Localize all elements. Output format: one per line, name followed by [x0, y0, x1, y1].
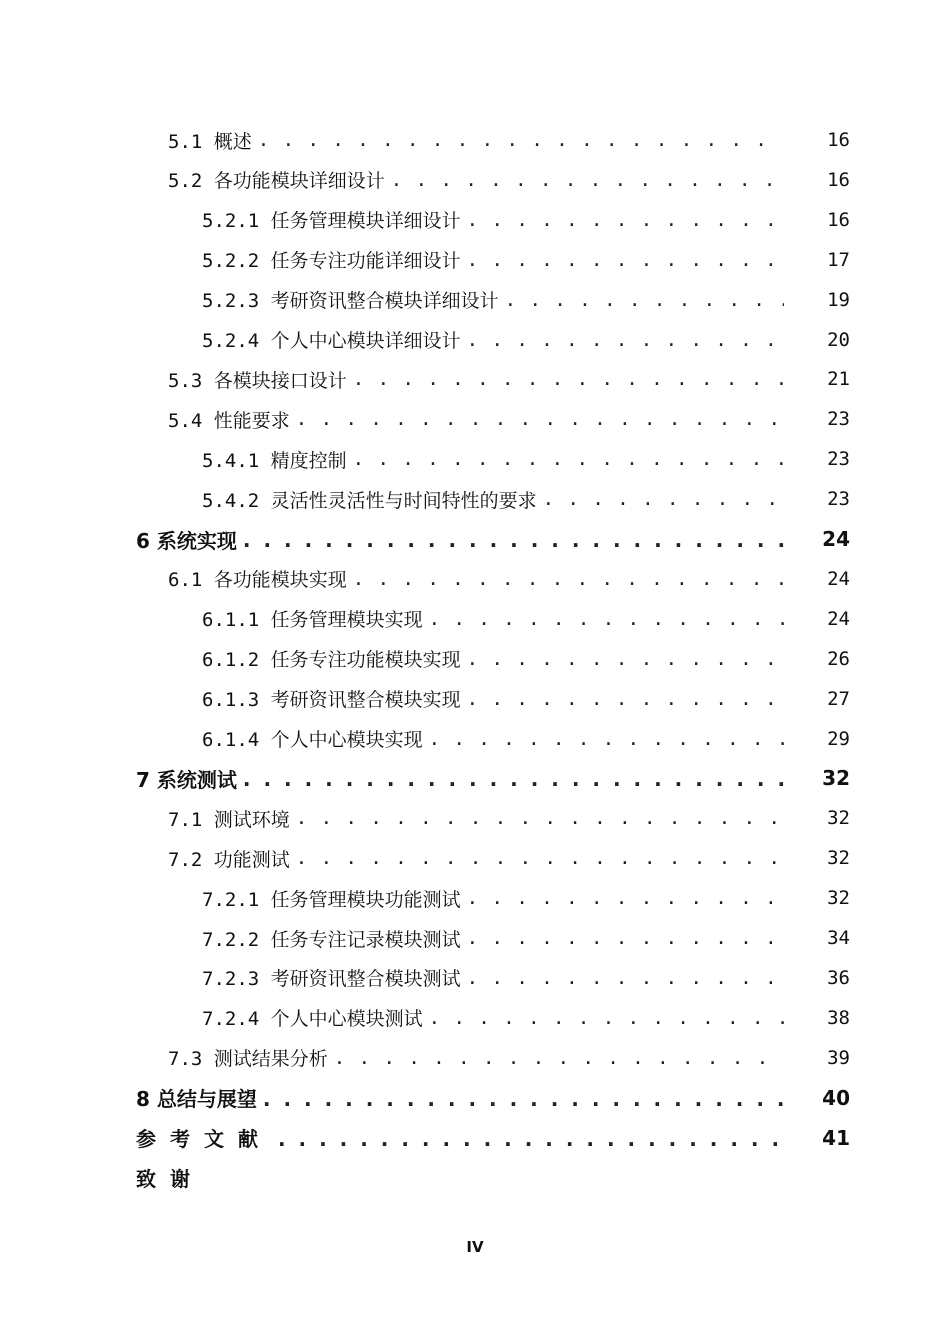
toc-entry-title: 5.4.2 灵活性灵活性与时间特性的要求 [0, 486, 543, 513]
dot-leader [243, 767, 784, 789]
dot-leader [429, 608, 784, 630]
toc-entry-page: 41 [822, 1125, 850, 1150]
toc-entry-title: 6.1.2 任务专注功能模块实现 [0, 645, 467, 672]
dot-leader [467, 648, 784, 670]
toc-entry[interactable] [0, 719, 950, 759]
toc-entry-page: 27 [827, 687, 850, 710]
toc-entry-page: 16 [827, 168, 850, 191]
page-number: IV [466, 1238, 484, 1256]
toc-entry[interactable] [0, 679, 950, 719]
toc-entry-title: 7.2 功能测试 [0, 845, 296, 872]
dot-leader [429, 1007, 784, 1029]
dot-leader [543, 488, 784, 510]
dot-leader [296, 408, 784, 430]
toc-entry-title: 8 总结与展望 [0, 1083, 263, 1112]
toc-entry-page: 23 [827, 488, 850, 511]
dot-leader [467, 209, 784, 231]
toc-entry-title: 5.2 各功能模块详细设计 [0, 166, 391, 193]
toc-entry[interactable] [0, 439, 950, 479]
toc-entry-title: 5.2.1 任务管理模块详细设计 [0, 206, 467, 233]
toc-entry-page: 24 [827, 607, 850, 630]
toc-entry-title: 7.3 测试结果分析 [0, 1044, 334, 1071]
toc-entry-title: 6.1 各功能模块实现 [0, 565, 353, 592]
toc-entry-title: 7.1 测试环境 [0, 805, 296, 832]
toc-entry[interactable] [0, 359, 950, 399]
toc-entry[interactable] [0, 758, 950, 798]
dot-leader [278, 1127, 784, 1149]
toc-entry-page: 40 [822, 1085, 850, 1110]
dot-leader [243, 528, 784, 550]
toc-entry-title: 7 系统测试 [0, 764, 243, 793]
dot-leader [467, 887, 784, 909]
toc-entry[interactable] [0, 1078, 950, 1118]
toc-entry-page: 32 [827, 887, 850, 910]
dot-leader [467, 927, 784, 949]
toc-entry-title: 6 系统实现 [0, 525, 243, 554]
toc-entry-page: 32 [827, 807, 850, 830]
toc-entry[interactable] [0, 599, 950, 639]
dot-leader [353, 368, 784, 390]
toc-entry[interactable] [0, 1118, 950, 1158]
dot-leader [263, 1087, 784, 1109]
dot-leader [467, 329, 784, 351]
toc-entry-title: 7.2.3 考研资讯整合模块测试 [0, 964, 467, 991]
toc-entry-page: 26 [827, 647, 850, 670]
toc-entry-page: 34 [827, 927, 850, 949]
dot-leader [296, 847, 784, 869]
toc-entry-title: 致谢 [0, 1163, 210, 1192]
toc-entry-title: 7.2.2 任务专注记录模块测试 [0, 925, 467, 952]
toc-entry[interactable] [0, 998, 950, 1038]
dot-leader [391, 169, 784, 191]
toc-entry[interactable] [0, 280, 950, 320]
toc-entry-page: 23 [827, 448, 850, 471]
toc-entry[interactable] [0, 240, 950, 280]
toc-entry-title: 5.2.4 个人中心模块详细设计 [0, 326, 467, 353]
toc-entry[interactable] [0, 519, 950, 559]
dot-leader [353, 448, 784, 470]
toc-entry-page: 29 [827, 727, 850, 750]
toc-entry-title: 5.2.3 考研资讯整合模块详细设计 [0, 286, 505, 313]
toc-entry[interactable] [0, 958, 950, 998]
toc-entry-page: 16 [827, 129, 850, 151]
toc-entry[interactable] [0, 1038, 950, 1078]
dot-leader [353, 568, 784, 590]
toc-entry-title: 5.2.2 任务专注功能详细设计 [0, 246, 467, 273]
dot-leader [505, 289, 784, 311]
toc-entry-title: 参考文献 [0, 1123, 278, 1152]
toc-entry-title: 6.1.4 个人中心模块实现 [0, 725, 429, 752]
toc-entry[interactable] [0, 798, 950, 838]
toc-entry-page: 39 [827, 1046, 850, 1069]
toc-entry-page: 24 [827, 567, 850, 590]
toc-entry-title: 5.3 各模块接口设计 [0, 366, 353, 393]
toc-entry-page: 32 [827, 847, 850, 870]
toc-entry-page: 16 [827, 208, 850, 231]
toc-entry-title: 7.2.1 任务管理模块功能测试 [0, 885, 467, 912]
toc-entry-page: 38 [827, 1006, 850, 1029]
dot-leader [467, 688, 784, 710]
toc-entry[interactable] [0, 200, 950, 240]
toc-entry-page: 36 [827, 966, 850, 989]
dot-leader [467, 249, 784, 271]
toc-entry-page: 24 [822, 527, 850, 551]
toc-entry[interactable] [0, 399, 950, 439]
toc-entry-page: 32 [822, 766, 850, 791]
toc-entry[interactable] [0, 639, 950, 679]
toc-entry[interactable] [0, 878, 950, 918]
toc-entry[interactable] [0, 1157, 950, 1197]
toc-entry-title: 6.1.3 考研资讯整合模块实现 [0, 685, 467, 712]
toc-entry[interactable] [0, 918, 950, 958]
toc-entry[interactable] [0, 559, 950, 599]
dot-leader [258, 129, 784, 151]
toc-entry[interactable] [0, 120, 950, 160]
dot-leader [467, 967, 784, 989]
toc-entry[interactable] [0, 160, 950, 200]
toc-entry-page: 17 [827, 248, 850, 271]
toc-entry-page: 21 [827, 368, 850, 391]
toc-entry[interactable] [0, 320, 950, 360]
toc-entry-page: 23 [827, 408, 850, 431]
toc-entry-title: 5.4.1 精度控制 [0, 446, 353, 473]
toc-entry-title: 6.1.1 任务管理模块实现 [0, 605, 429, 632]
toc-entry-title: 5.4 性能要求 [0, 406, 296, 433]
dot-leader [429, 728, 784, 750]
toc-entry[interactable] [0, 838, 950, 878]
dot-leader [296, 807, 784, 829]
toc-entry-page: 20 [827, 328, 850, 351]
toc-entry-title: 5.1 概述 [0, 127, 258, 154]
dot-leader [334, 1047, 784, 1069]
toc-entry-title: 7.2.4 个人中心模块测试 [0, 1004, 429, 1031]
toc-entry[interactable] [0, 479, 950, 519]
toc-entry-page: 19 [827, 288, 850, 311]
